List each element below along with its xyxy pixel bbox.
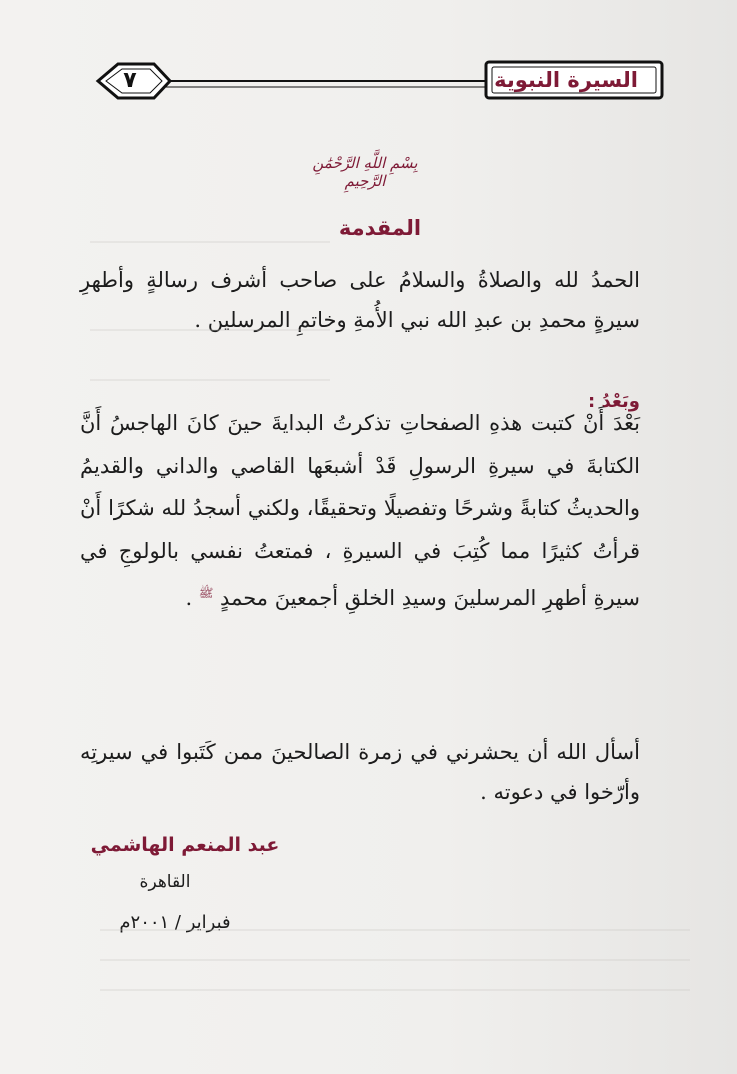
book-title: السيرة النبوية bbox=[494, 68, 638, 92]
subheading-wabad: وبَعْدُ : bbox=[588, 391, 640, 412]
running-header bbox=[88, 58, 670, 104]
paragraph-body bbox=[80, 402, 640, 620]
page-number: ٧ bbox=[123, 68, 137, 93]
signature-date: فبراير / ٢٠٠١م bbox=[119, 912, 231, 933]
paragraph-opening: الحمدُ لله والصلاةُ والسلامُ على صاحب أشرف رسالةٍ وأطهرِ سيرةٍ محمدِ بن عبدِ الله نبي الأُمةِ وخاتمِ المرسلين . bbox=[80, 268, 640, 332]
paragraph-closing: أسأل الله أن يحشرني في زمرة الصالحينَ ممن كَتَبوا في سيرتِه وأرّخوا في دعوته . bbox=[80, 740, 640, 804]
basmala-text: بِسْمِ اللَّهِ الرَّحْمَٰنِ الرَّحِيمِ bbox=[312, 154, 418, 190]
paragraph-body-text: بَعْدَ أَنْ كتبت هذهِ الصفحاتِ تذكرتُ البدايةَ حينَ كانَ الهاجسُ أَنَّ الكتابةَ في سيرةِ الرسولِ قَدْ أشبعَها القاصي والداني والقديمُ والحديثُ كتابةً وشرحًا وتفصيلًا وتحقيقًا، ولكني أسجدُ لله شكرًا أَنْ قرأتُ كثيرًا مما كُتِبَ في السيرةِ ، فمتعتُ نفسي بالولوجِ في سيرةِ أطهرِ المرسلينَ وسيدِ الخلقِ أجمعينَ محمدٍ bbox=[80, 411, 640, 610]
signature-place: القاهرة bbox=[139, 872, 191, 892]
section-heading: المقدمة bbox=[338, 216, 422, 240]
pbuh-glyph: ﷺ bbox=[198, 586, 214, 600]
basmala-calligraphy bbox=[300, 150, 430, 190]
paragraph-body-end: . bbox=[185, 586, 193, 610]
author-signature: عبد المنعم الهاشمي bbox=[90, 834, 280, 856]
